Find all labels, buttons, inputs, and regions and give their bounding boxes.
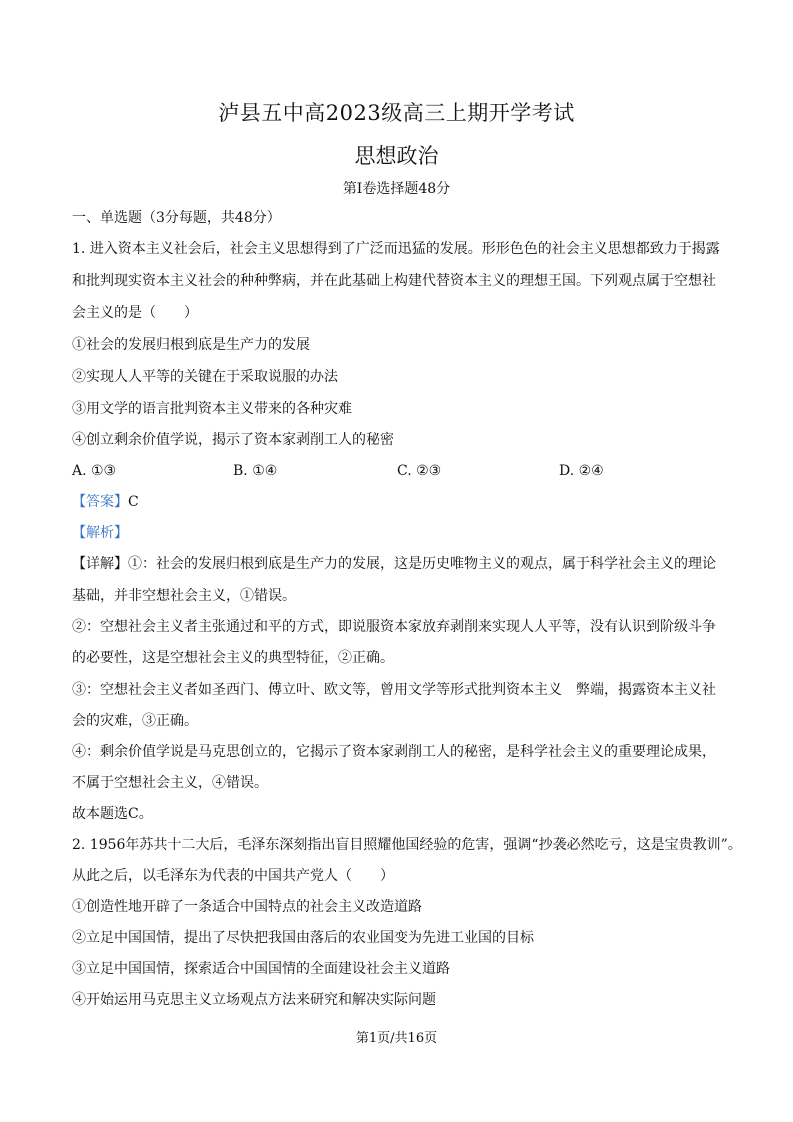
q1-stem-line-1: 1. 进入资本主义社会后，社会主义思想得到了广泛而迅猛的发展。形形色色的社会主义思想都致力于揭露	[72, 241, 720, 257]
q1-detail-line-1	[72, 555, 732, 573]
answer-value: C	[128, 494, 139, 510]
q1-detail-line-7: ④：剩余价值学说是马克思创立的，它揭示了资本家剥削工人的秘密，是科学社会主义的重要理论成果，	[72, 744, 716, 760]
detail-tag: 【详解】	[72, 556, 128, 572]
exam-title: 泸县五中高2023级高三上期开学考试	[218, 101, 575, 125]
subject-title: 思想政治	[354, 144, 439, 168]
q1-detail-line-4: 的必要性，这是空想社会主义的典型特征，②正确。	[72, 650, 394, 666]
q1-stem-line-3: 会主义的是（ ）	[72, 305, 198, 321]
q1-stem-line-2: 和批判现实资本主义社会的种种弊病，并在此基础上构建代替资本主义的理想王国。下列观点属于空想社	[72, 273, 716, 289]
q2-stem-line-1: 2. 1956年苏共十二大后，毛泽东深刻指出盲目照耀他国经验的危害，强调“抄袭必然吃亏，这是宝贵教训”。	[72, 837, 742, 853]
q1-option-a: A. ①③	[72, 463, 117, 479]
part-heading: 一、单选题（3分每题，共48分）	[72, 210, 281, 226]
q1-item-2: ②实现人人平等的关键在于采取说服的办法	[72, 369, 338, 385]
detail-text: ①：社会的发展归根到底是生产力的发展，这是历史唯物主义的观点，属于科学社会主义的理论	[128, 556, 716, 572]
page-footer: 第1页/共16页	[355, 1031, 438, 1046]
section-title: 第Ⅰ卷选择题48分	[342, 181, 451, 197]
q1-detail-line-6: 会的灾难，③正确。	[72, 713, 198, 729]
q1-option-c: C. ②③	[397, 463, 442, 479]
q1-detail-line-9: 故本题选C。	[72, 806, 153, 822]
q2-item-1: ①创造性地开辟了一条适合中国特点的社会主义改造道路	[72, 899, 422, 915]
q1-answer	[72, 493, 732, 511]
q1-item-4: ④创立剩余价值学说，揭示了资本家剥削工人的秘密	[72, 432, 394, 448]
q2-stem-line-2: 从此之后，以毛泽东为代表的中国共产党人（ ）	[72, 868, 394, 884]
q1-item-1: ①社会的发展归根到底是生产力的发展	[72, 337, 310, 353]
q1-detail-line-2: 基础，并非空想社会主义，①错误。	[72, 588, 296, 604]
q1-option-d: D. ②④	[559, 463, 604, 479]
analysis-tag: 【解析】	[72, 525, 128, 541]
q2-item-3: ③立足中国国情，探索适合中国国情的全面建设社会主义道路	[72, 961, 450, 977]
q1-detail-line-3: ②：空想社会主义者主张通过和平的方式，即说服资本家放弃剥削来实现人人平等，没有认识到阶级斗争	[72, 619, 716, 635]
q1-option-b: B. ①④	[233, 463, 278, 479]
q2-item-4: ④开始运用马克思主义立场观点方法来研究和解决实际问题	[72, 992, 436, 1008]
q2-item-2: ②立足中国国情，提出了尽快把我国由落后的农业国变为先进工业国的目标	[72, 930, 534, 946]
q1-item-3: ③用文学的语言批判资本主义带来的各种灾难	[72, 401, 352, 417]
answer-tag: 【答案】	[72, 494, 128, 510]
q1-detail-line-8: 不属于空想社会主义，④错误。	[72, 775, 268, 791]
q1-detail-line-5: ③：空想社会主义者如圣西门、傅立叶、欧文等，曾用文学等形式批判资本主义 弊端，揭露资本主义社	[72, 682, 716, 698]
